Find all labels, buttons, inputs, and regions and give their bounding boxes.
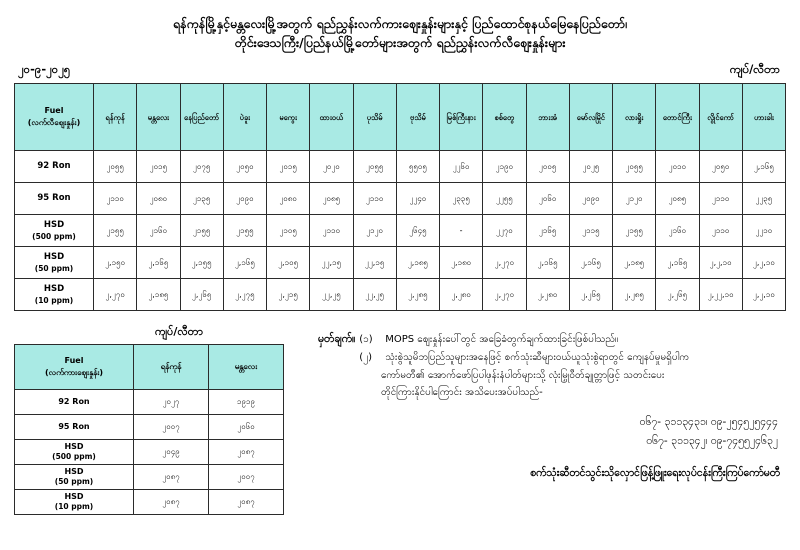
row-label-2 [15,215,94,247]
cell-2-7: ၂၆၄၅ [396,215,439,247]
column-header-city-11: မော်လမြိုင် [569,84,612,151]
cell-4-12: ၂,၂၈၅ [613,279,656,311]
column-header-city-1: မန္တလေး [137,84,180,151]
cell-2-8: - [440,215,483,247]
cell-4-1: ၂,၁၈၅ [137,279,180,311]
wholesale-section [14,325,304,515]
cell-4-4: ၂,၂၁၅ [267,279,310,311]
table-row [15,390,284,415]
table-row [15,215,786,247]
wholesale-row-label-1 [15,415,134,440]
column-header-wholesale-city-1: မန္တလေး [209,345,284,390]
cell-1-3: ၂၀၉၀ [223,183,266,215]
wholesale-cell-3-1: ၂၀၀၇ [209,465,284,490]
cell-2-9: ၂၂၇၀ [483,215,526,247]
wholesale-cell-2-1: ၂၀၈၇ [209,440,284,465]
cell-4-8: ၂,၂၈၀ [440,279,483,311]
cell-1-13: ၂၀၈၅ [656,183,699,215]
cell-0-10: ၂၀၀၅ [526,151,569,183]
wholesale-cell-1-1: ၂၀၆၀ [209,415,284,440]
table-row [15,279,786,311]
retail-price-table [14,83,786,311]
cell-4-13: ၂,၂၆၅ [656,279,699,311]
table-row [15,490,284,515]
wholesale-cell-4-0: ၂၀၈၇ [134,490,209,515]
wholesale-cell-3-0: ၂၀၈၇ [134,465,209,490]
cell-3-11: ၂,၁၆၅ [569,247,612,279]
wholesale-cell-0-0: ၂၀၂၇ [134,390,209,415]
wholesale-row-label-3-sub: (50 ppm) [54,477,94,486]
table-row [15,440,284,465]
column-header-city-8: မြစ်ကြီးနား [440,84,483,151]
row-label-0 [15,151,94,183]
cell-2-11: ၂၁၁၅ [569,215,612,247]
row-label-4 [15,279,94,311]
column-header-city-13: တောင်ကြီး [656,84,699,151]
note-number-1: (၁) [359,334,373,345]
column-header-city-6: ပုသိမ် [353,84,396,151]
cell-4-6: ၂၂,၂၅ [353,279,396,311]
cell-1-9: ၂၂၅၅ [483,183,526,215]
column-header-city-4: မကွေး [267,84,310,151]
notes-section [304,325,786,515]
cell-4-5: ၂၂,၂၅ [310,279,353,311]
cell-0-0: ၂၀၅၅ [94,151,137,183]
publication-date: ၂၀-၉-၂၀၂၅ [18,62,71,76]
column-header-wholesale-city-0: ရန်ကုန် [134,345,209,390]
wholesale-fuel-header-line-2: (လက်ကားဈေးနှုန်း) [44,368,104,377]
cell-1-4: ၂၀၈၀ [267,183,310,215]
cell-2-15: ၂၂၁၀ [742,215,785,247]
column-header-city-5: ထားဝယ် [310,84,353,151]
wholesale-row-label-3-main: HSD [64,467,84,476]
cell-0-4: ၂၀၁၅ [267,151,310,183]
table-row [15,465,284,490]
cell-2-1: ၂၁၆၀ [137,215,180,247]
cell-3-2: ၂,၁၅၅ [180,247,223,279]
column-header-city-3: ပဲခူး [223,84,266,151]
cell-0-15: ၂,၁၆၅ [742,151,785,183]
contact-phone-1: ၀၆၇- ၃၁၁၃၄၃၁၊ ၀၉-၂၅၄၅၂၅၄၄၄ [639,416,778,428]
cell-4-3: ၂,၂၇၅ [223,279,266,311]
cell-0-8: ၂၂၆၀ [440,151,483,183]
wholesale-row-label-4 [15,490,134,515]
cell-1-10: ၂၀၆၀ [526,183,569,215]
note-item-1 [318,331,786,349]
cell-2-14: ၂၁၁၀ [699,215,742,247]
cell-4-0: ၂,၂၇၀ [94,279,137,311]
wholesale-row-label-2-sub: (500 ppm) [52,452,96,461]
table-row [15,247,786,279]
wholesale-cell-4-1: ၂၀၈၇ [209,490,284,515]
retail-price-table-body [15,151,786,311]
cell-1-6: ၂၁၁၀ [353,183,396,215]
cell-1-1: ၂၀၈၀ [137,183,180,215]
cell-0-6: ၂၀၅၅ [353,151,396,183]
meta-row [14,62,786,79]
cell-2-0: ၂၁၅၅ [94,215,137,247]
cell-0-9: ၂၁၉၀ [483,151,526,183]
cell-0-2: ၂၀၇၅ [180,151,223,183]
cell-3-9: ၂,၂၇၀ [483,247,526,279]
cell-3-10: ၂,၁၆၅ [526,247,569,279]
cell-4-15: ၂,၂,၁၀ [742,279,785,311]
cell-3-5: ၂၂,၁၅ [310,247,353,279]
cell-2-5: ၂၁၁၀ [310,215,353,247]
cell-0-14: ၂၀၅၀ [699,151,742,183]
row-label-0-main: 92 Ron [37,161,71,171]
cell-3-0: ၂,၁၅၀ [94,247,137,279]
cell-1-15: ၂၂၃၅ [742,183,785,215]
row-label-4-main: HSD [43,283,65,294]
cell-4-2: ၂,၂၆၅ [180,279,223,311]
cell-3-6: ၂၂,၁၅ [353,247,396,279]
note-item-2 [318,349,786,367]
note-text-2-line-1: သုံးစွဲသူမိဘပြည်သူများအနေဖြင့် စက်သုံးဆီများဝယ်ယူသုံးစွဲရာတွင် ကျေနပ်မှုမရှိပါက [385,352,690,363]
cell-2-13: ၂၁၆၀ [656,215,699,247]
table-row [15,415,284,440]
cell-3-8: ၂,၁၈၀ [440,247,483,279]
wholesale-row-label-2 [15,440,134,465]
column-header-city-2: နေပြည်တော် [180,84,223,151]
row-label-2-main: HSD [43,219,65,230]
cell-3-13: ၂,၁၆၅ [656,247,699,279]
wholesale-row-label-2-main: HSD [64,442,84,451]
fuel-header-line-1: Fuel [44,106,64,115]
cell-1-0: ၂၁၁၀ [94,183,137,215]
column-header-city-14: လွိုင်ကော် [699,84,742,151]
cell-3-14: ၂,၂,၁၀ [699,247,742,279]
wholesale-cell-2-0: ၂၀၄၉ [134,440,209,465]
cell-3-12: ၂,၁၈၅ [613,247,656,279]
cell-1-5: ၂၀၈၅ [310,183,353,215]
row-label-3-main: HSD [43,251,65,262]
page-title-line-2: တိုင်းဒေသကြီး/ပြည်နယ်မြို့တော်များအတွက် ရည်ညွှန်းလက်လီဈေးနှုန်းများ [234,35,566,50]
issuing-committee-name: စက်သုံးဆီတင်သွင်းသိုလှောင်ဖြန့်ဖြူးရေးလုပ်ငန်းကြီးကြပ်ကော်မတီ [530,467,780,479]
row-label-3-sub: (50 ppm) [34,263,74,273]
cell-0-11: ၂၀၂၅ [569,151,612,183]
contact-phone-2: ၀၆၇- ၃၁၁၃၄၂၊ ၀၉-၇၄၅၅၂၄၆၃၂ [646,435,778,447]
row-label-1-main: 95 Ron [37,193,71,203]
row-label-3 [15,247,94,279]
column-header-city-0: ရန်ကုန် [94,84,137,151]
column-header-city-12: လားရှိုး [613,84,656,151]
cell-0-3: ၂၀၅၀ [223,151,266,183]
wholesale-table-head [15,345,284,390]
column-header-city-15: ဟားခါး [742,84,785,151]
cell-1-11: ၂၀၉၀ [569,183,612,215]
cell-3-15: ၂,၂,၁၀ [742,247,785,279]
lower-section [14,325,786,515]
cell-0-7: ၅၅၀၅ [396,151,439,183]
column-header-city-10: ဘားအံ [526,84,569,151]
column-header-fuel [15,84,94,151]
cell-2-4: ၂၁၀၅ [267,215,310,247]
wholesale-row-label-4-sub: (10 ppm) [54,502,94,511]
cell-1-7: ၂၂၄၀ [396,183,439,215]
wholesale-row-label-3 [15,465,134,490]
column-header-fuel-wholesale [15,345,134,390]
wholesale-row-label-1-main: 95 Ron [58,422,90,431]
cell-4-9: ၂,၂၇၀ [483,279,526,311]
cell-0-5: ၂၀၂၀ [310,151,353,183]
note-text-2-line-2: ကော်မတီ၏ အောက်ဖော်ပြပါဖုန်းနံပါတ်များသို့ လုံးမြှုဝီတ်ချုတ္တာဖြင့် သတင်းပေး [381,370,665,381]
wholesale-row-label-0-main: 92 Ron [58,397,90,406]
table-header-row [15,84,786,151]
note-text-1: MOPS ဈေးနှုန်းပေါ်တွင် အခြေခံတွက်ချက်ထားခြင်းဖြစ်ပါသည်။ [385,334,619,345]
wholesale-unit-label: ကျပ်/လီတာ [155,325,203,338]
cell-0-12: ၂၀၅၅ [613,151,656,183]
retail-price-table-head [15,84,786,151]
table-row [15,183,786,215]
column-header-city-7: ဗုသိမ် [396,84,439,151]
cell-2-6: ၂၁၂၀ [353,215,396,247]
contact-phone-block [318,413,786,451]
fuel-header-line-2: (လက်လီဈေးနှုန်း) [27,118,81,127]
row-label-4-sub: (10 ppm) [34,295,74,305]
wholesale-cell-0-1: ၁၉၁၉ [209,390,284,415]
wholesale-row-label-0 [15,390,134,415]
wholesale-fuel-header-line-1: Fuel [64,356,84,365]
cell-4-14: ၂,၂၂,၁၀ [699,279,742,311]
note-number-2: (၂) [359,352,372,363]
wholesale-table-body [15,390,284,515]
cell-1-2: ၂၁၃၅ [180,183,223,215]
cell-2-10: ၂၁၆၅ [526,215,569,247]
wholesale-row-label-4-main: HSD [64,492,84,501]
cell-3-1: ၂,၁၆၅ [137,247,180,279]
cell-0-1: ၂၀၁၅ [137,151,180,183]
page-title-line-1: ရန်ကုန်မြို့နှင့်မန္တလေးမြို့အတွက် ရည်ညွှန်းလက်ကားဈေးနှုန်းများနှင့် ပြည်ထောင်စုနယ်မြေနေပြည်တော်၊ [173,16,627,31]
table-row [15,151,786,183]
cell-3-7: ၂,၁၈၅ [396,247,439,279]
wholesale-price-table [14,344,284,515]
row-label-2-sub: (500 ppm) [32,231,76,241]
table-header-row [15,345,284,390]
cell-3-3: ၂,၁၆၅ [223,247,266,279]
cell-1-8: ၂၃၃၅ [440,183,483,215]
note-text-2-line-3: တိုင်ကြားနိုင်ပါကြောင်း အသိပေးအပ်ပါသည်- [381,387,543,398]
wholesale-cell-1-0: ၂၀၀၇ [134,415,209,440]
cell-2-2: ၂၁၅၅ [180,215,223,247]
cell-4-7: ၂,၂၈၅ [396,279,439,311]
cell-1-14: ၂၁၁၀ [699,183,742,215]
cell-2-12: ၂၁၅၅ [613,215,656,247]
notes-label: မှတ်ချက်။ [318,333,356,345]
cell-4-11: ၂,၂၆၅ [569,279,612,311]
row-label-1 [15,183,94,215]
cell-3-4: ၂,၁၀၅ [267,247,310,279]
column-header-city-9: စစ်တွေ [483,84,526,151]
cell-1-12: ၂၁၂၀ [613,183,656,215]
cell-2-3: ၂၁၅၅ [223,215,266,247]
currency-unit-label: ကျပ်/လီတာ [729,62,780,76]
cell-4-10: ၂,၂၈၀ [526,279,569,311]
document-title-block [14,14,786,52]
cell-0-13: ၂၀၁၀ [656,151,699,183]
